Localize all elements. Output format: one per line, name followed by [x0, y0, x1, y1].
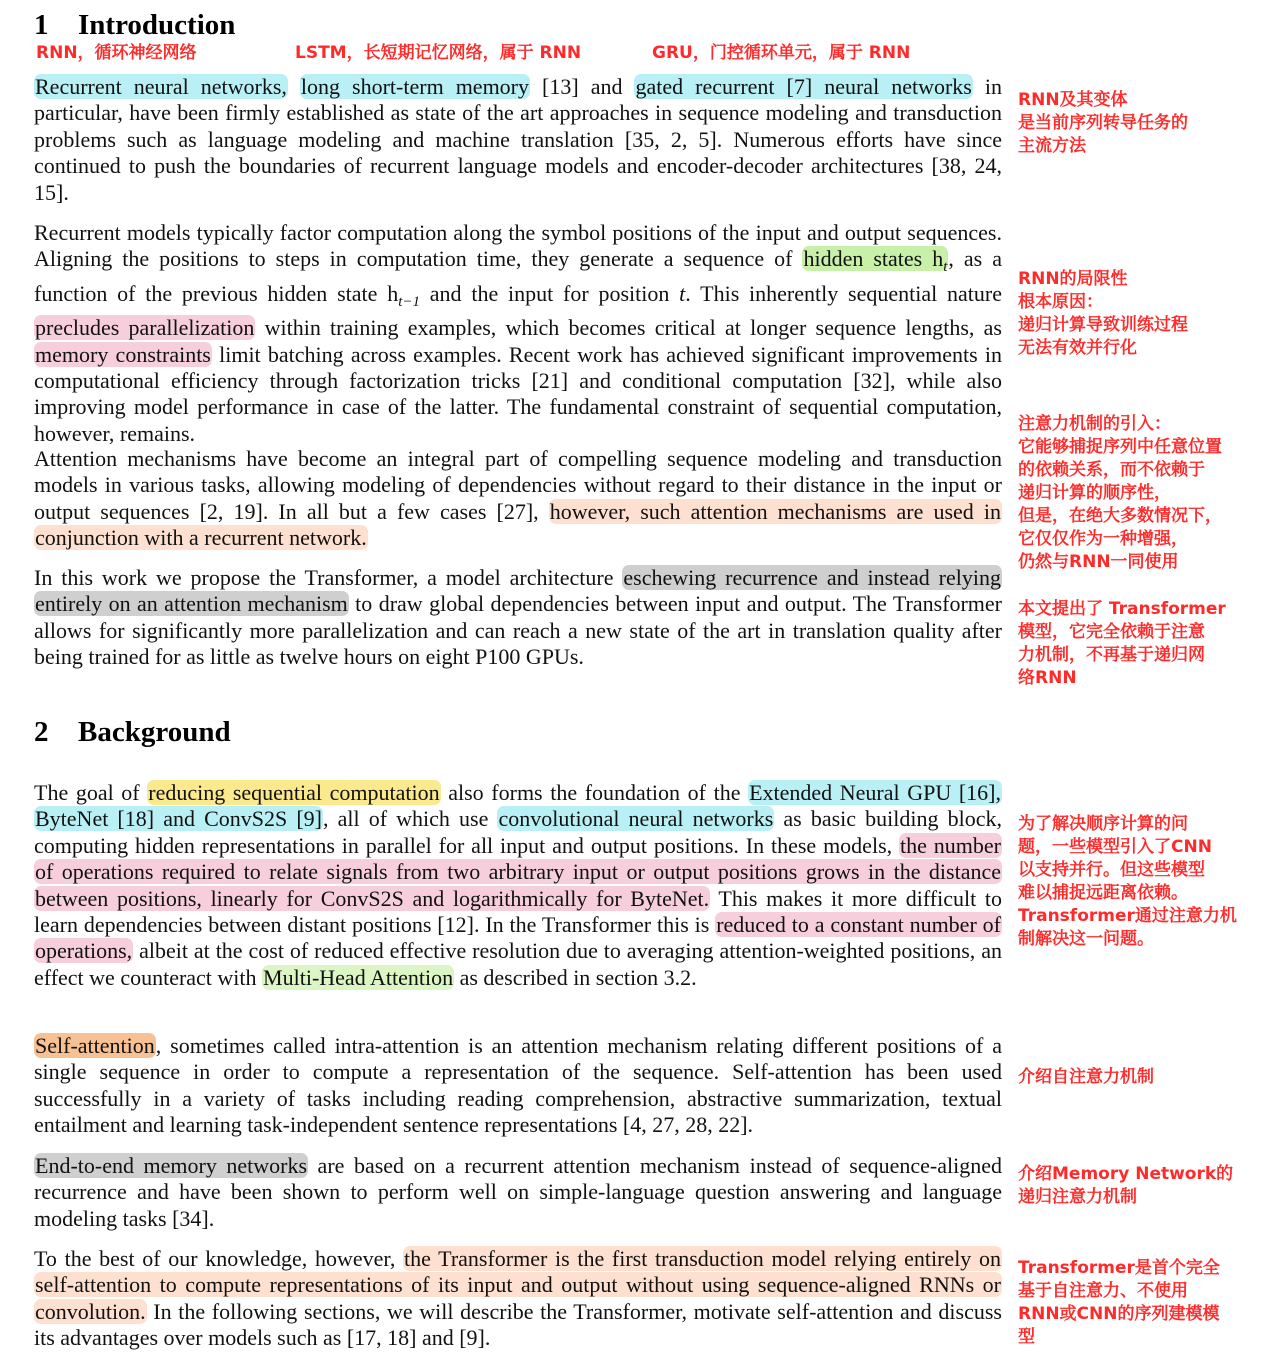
text-span: , sometimes called intra-attention is an attention mechanism relating different positions of a single sequence in order to compute a representation of the sequence. Self-attention has been used successfully in a variety of tasks including reading comprehension, abstractive summarization, textual entailment and learning task-independent sentence representations [4, 27, 28, 22].	[34, 1033, 1002, 1138]
text-span: within training examples, which becomes critical at longer sequence lengths, as	[255, 315, 1002, 341]
text-span: [13] and	[530, 74, 635, 99]
intro-paragraph-4	[34, 565, 1002, 671]
text-span: , as a function of the previous hidden state h	[34, 246, 1002, 306]
background-paragraph-4	[34, 1246, 1002, 1352]
section-title: Background	[78, 716, 231, 748]
highlight-constant-operations: reduced to a constant number of operations,	[35, 912, 1001, 964]
margin-note-attention-intro: 注意力机制的引入： 它能够捕捉序列中任意位置 的依赖关系，而不依赖于 递归计算的顺序性， 但是，在绝大多数情况下， 它仅仅作为一种增强， 仍然与RNN一同使用	[1018, 414, 1222, 572]
text-span: to draw global dependencies between input and output. The Transformer allows for significantly more parallelization and can reach a new state of the art in translation quality after being trained for as little as twelve hours on eight P100 GPUs.	[34, 591, 1002, 670]
highlight-memory-constraints: memory constraints	[35, 341, 211, 367]
text-span: hidden states h	[803, 246, 944, 272]
text-span: limit batching across examples. Recent work has achieved significant improvements in computational efficiency through factorization tricks [21] and conditional computation [32], while also improving model performance in case of the latter. The fundamental constraint of sequential computation, however, remains.	[34, 341, 1002, 446]
intro-paragraph-1	[34, 74, 1002, 206]
margin-note-transformer-first: Transformer是首个完全 基于自注意力、不使用 RNN或CNN的序列建模模 型	[1018, 1258, 1220, 1347]
highlight-memory-networks: End-to-end memory networks	[35, 1153, 308, 1178]
text-span: Attention mechanisms have become an integral part of compelling sequence modeling and transduction models in various tasks, allowing modeling of dependencies without regard to their distance in the input or output sequences [2, 19]. In all but a few cases [27],	[34, 446, 1002, 524]
text-span	[288, 74, 300, 99]
annotation-lstm-label: LSTM，长短期记忆网络，属于 RNN	[295, 43, 582, 63]
highlight-self-attention: Self-attention	[35, 1033, 155, 1058]
section-2-heading	[34, 717, 231, 747]
intro-paragraph-2	[34, 220, 1002, 447]
intro-paragraph-3	[34, 446, 1002, 552]
math-variable: t	[679, 280, 686, 306]
text-span: are based on a recurrent attention mechanism instead of sequence-aligned recurrence and have been shown to perform well on simple-language question answering and language modeling tasks [34].	[34, 1153, 1003, 1231]
text-span: In this work we propose the Transformer, a model architecture	[34, 565, 623, 590]
text-span: albeit at the cost of reduced effective resolution due to averaging attention-weighted positions, an effect we counteract with	[34, 938, 1002, 990]
highlight-multi-head: Multi-Head Attention	[263, 964, 454, 990]
text-span: To the best of our knowledge, however,	[34, 1246, 403, 1271]
margin-note-rnn-mainstream: RNN及其变体 是当前序列转导任务的 主流方法	[1018, 90, 1188, 156]
subscript: t	[943, 259, 948, 276]
text-span: as basic building block, computing hidden representations in parallel for all input and output positions. In these models,	[34, 806, 1002, 858]
highlight-precludes-parallelization: precludes parallelization	[35, 315, 255, 341]
highlight-cnn: convolutional neural networks	[498, 806, 774, 832]
annotation-gru-label: GRU，门控循环单元，属于 RNN	[652, 43, 911, 63]
margin-note-transformer-proposal: 本文提出了 Transformer 模型，它完全依赖于注意 力机制，不再基于递归网 络RNN	[1018, 599, 1226, 688]
section-1-heading	[34, 10, 235, 40]
text-span: also forms the foundation of the	[440, 780, 749, 805]
section-number: 1	[34, 9, 49, 41]
highlight-eschewing-recurrence: eschewing recurrence and instead relying entirely on an attention mechanism	[35, 565, 1001, 617]
highlight-rnn: Recurrent neural networks,	[35, 74, 287, 99]
text-span: In the following sections, we will describe the Transformer, motivate self-attention and discuss its advantages over models such as [17, 18] and [9].	[34, 1298, 1002, 1351]
highlight-attention-with-rnn: however, such attention mechanisms are used in conjunction with a recurrent network.	[35, 498, 1001, 551]
text-span: Recurrent models typically factor computation along the symbol positions of the input and output sequences. Aligning the positions to steps in computation time, they generate a sequence of	[34, 220, 1002, 272]
highlight-operations-grow: the number of operations required to relate signals from two arbitrary input or output positions grows in the distance between positions, linearly for ConvS2S and logarithmically for ByteNet.	[35, 832, 1001, 911]
subscript: t−1	[398, 293, 420, 310]
margin-note-self-attention: 介绍自注意力机制	[1018, 1067, 1154, 1087]
margin-note-cnn-parallel: 为了解决顺序计算的问 题，一些模型引入了CNN 以支持并行。但这些模型 难以捕捉远距离依赖。 Transformer通过注意力机 制解决这一问题。	[1018, 814, 1237, 949]
text-span: in particular, have been firmly established as state of the art approaches in sequence modeling and transduction problems such as language modeling and machine translation [35, 2, 5]. Numerous efforts have since continued to push the boundaries of recurrent language models and encoder-decoder architectures [38, 24, 15].	[34, 74, 1002, 205]
background-paragraph-1	[34, 780, 1002, 991]
text-span: The goal of	[34, 780, 148, 805]
highlight-lstm: long short-term memory	[300, 74, 530, 99]
text-span: This makes it more difficult to learn dependencies between distant positions [12]. In the Transformer this is	[34, 885, 1002, 938]
highlight-hidden-states	[802, 246, 948, 276]
background-paragraph-3	[34, 1153, 1002, 1232]
text-span: . This inherently sequential nature	[685, 280, 1002, 306]
section-number: 2	[34, 716, 49, 748]
highlight-gru: gated recurrent [7] neural networks	[635, 74, 972, 99]
annotation-rnn-label: RNN，循环神经网络	[36, 43, 197, 63]
margin-note-rnn-limitation: RNN的局限性 根本原因： 递归计算导致训练过程 无法有效并行化	[1018, 269, 1188, 358]
text-span: as described in section 3.2.	[454, 964, 697, 990]
highlight-transformer-first: the Transformer is the first transduction model relying entirely on self-attention to compute representations of its input and output without using sequence-aligned RNNs or convolution.	[35, 1246, 1001, 1324]
highlight-reducing-sequential: reducing sequential computation	[148, 780, 440, 805]
background-paragraph-2	[34, 1033, 1002, 1139]
margin-note-memory-network: 介绍Memory Network的 递归注意力机制	[1018, 1164, 1234, 1207]
section-title: Introduction	[78, 9, 236, 41]
highlight-cnn-models: Extended Neural GPU [16], ByteNet [18] and ConvS2S [9]	[35, 780, 1002, 832]
text-span: , all of which use	[322, 806, 498, 832]
text-span: and the input for position	[420, 280, 680, 306]
